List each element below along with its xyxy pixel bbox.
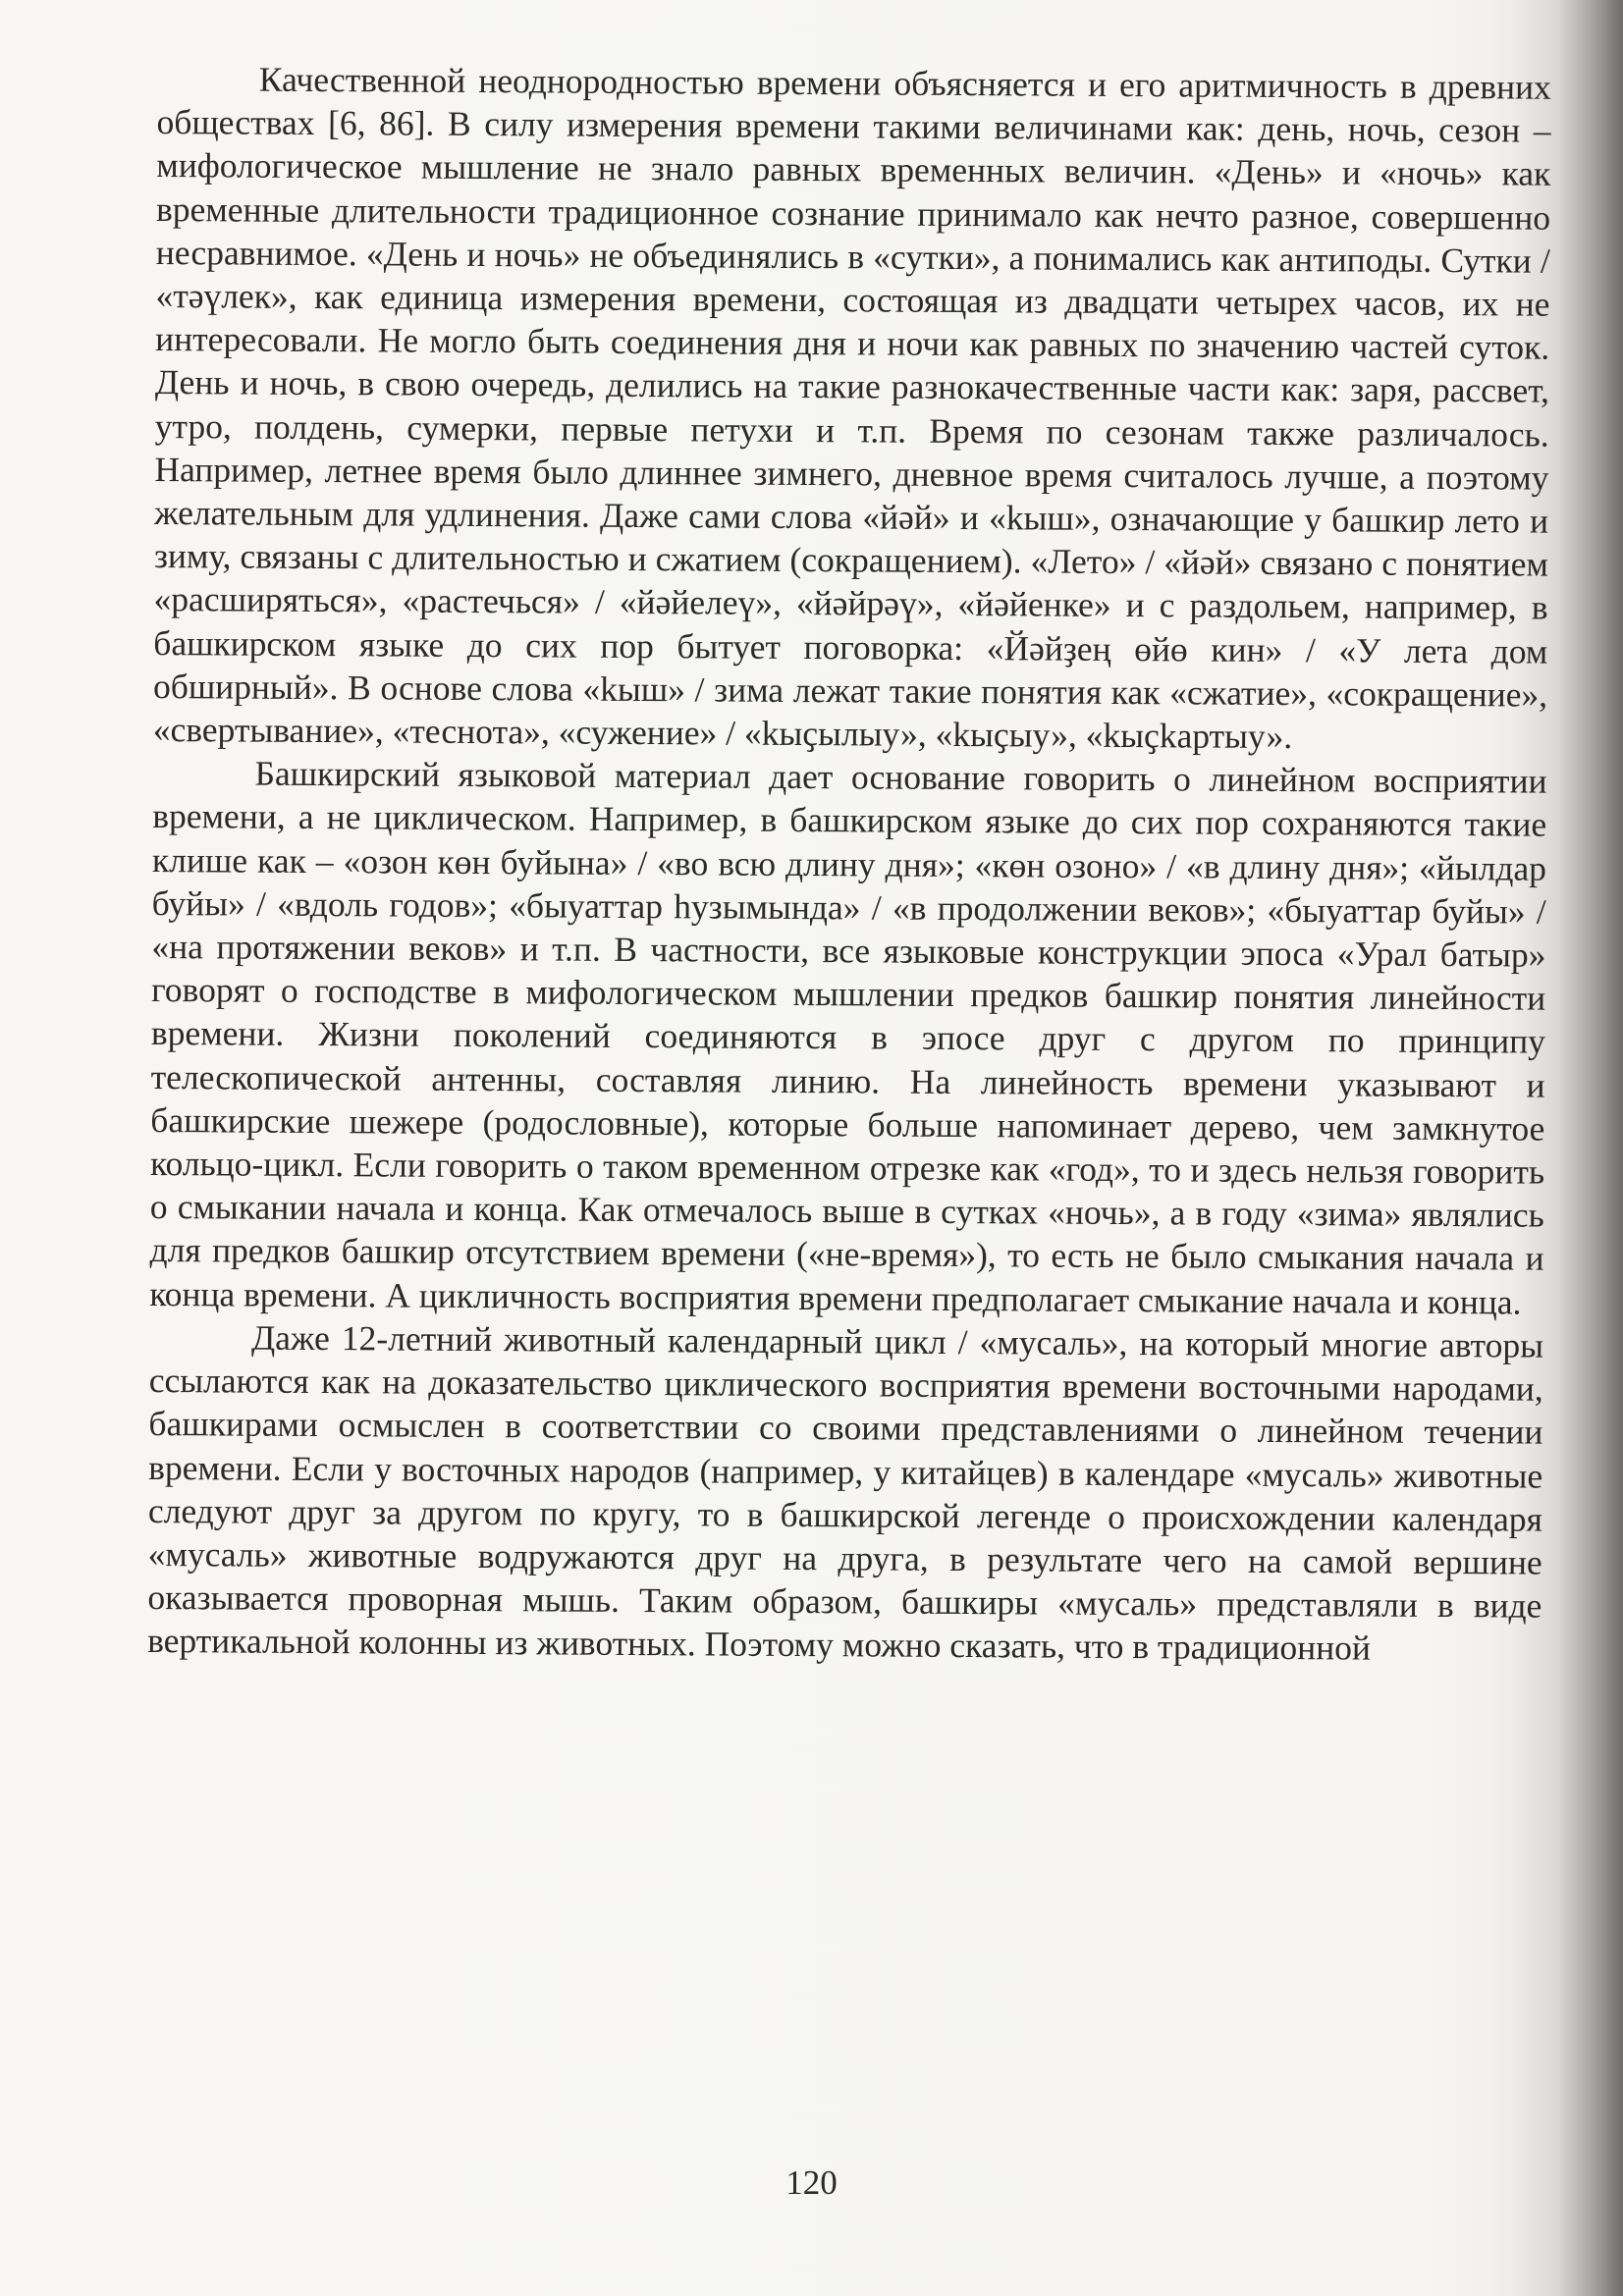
page-number: 120 xyxy=(785,2163,838,2202)
paragraph-1: Качественной неоднородностью времени объясняется и его аритмичность в древних обществах [6, 86]. В силу измерения времени такими величинами как: день, ночь, сезон – мифологическое мышление не знало равных временных величин. «День» и «ночь» как временные длительности традиционное сознание принимало как нечто разное, совершенно несравнимое. «День и ночь» не объединялись в «сутки», а понимались как антиподы. Сутки / «тәүлек», как единица измерения времени, состоящая из двадцати четырех часов, их не интересовали. Не могло быть соединения дня и ночи как равных по значению частей суток. День и ночь, в свою очередь, делились на такие разнокачественные части как: заря, рассвет, утро, полдень, сумерки, первые петухи и т.п. Время по сезонам также различалось. Например, летнее время было длиннее зимнего, дневное время считалось лучше, а поэтому желательным для удлинения. Даже сами слова «йәй» и «kыш», означающие у башкир лето и зиму, связаны с длительностью и сжатием (сокращением). «Лето» / «йәй» связано с понятием «расширяться», «растечься» / «йәйелеү», «йәйрәү», «йәйенке» и с раздольем, например, в башкирском языке до сих пор бытует поговорка: «Йәйҙең өйө кин» / «У лета дом обширный». В основе слова «kыш» / зима лежат такие понятия как «сжатие», «сокращение», «свертывание», «теснота», «сужение» / «kыҫылыу», «kыҫыу», «kыҫkартыу». xyxy=(152,59,1551,757)
paragraph-2: Башкирский языковой материал дает основание говорить о линейном восприятии времени, а не циклическом. Например, в башкирском языке до сих пор сохраняются такие клише как – «озон көн буйына» / «во всю длину дня»; «көн озоно» / «в длину дня»; «йылдар буйы» / «вдоль годов»; «быуаттар һузымында» / «в продолжении веков»; «быуаттар буйы» / «на протяжении веков» и т.п. В частности, все языковые конструкции эпоса «Урал батыр» говорят о господстве в мифологическом мышлении предков башкир понятия линейности времени. Жизни поколений соединяются в эпосе друг с другом по принципу телескопической антенны, составляя линию. На линейность времени указывают и башкирские шежере (родословные), которые больше напоминает дерево, чем замкнутое кольцо-цикл. Если говорить о таком временном отрезке как «год», то и здесь нельзя говорить о смыкании начала и конца. Как отмечалось выше в сутках «ночь», а в году «зима» являлись для предков башкир отсутствием времени («не-время»), то есть не было смыкания начала и конца времени. А цикличность восприятия времени предполагает смыкание начала и конца. xyxy=(149,753,1547,1322)
paragraph-3: Даже 12-летний животный календарный цикл / «мусаль», на который многие авторы ссылаются как на доказательство циклического восприятия времени восточными народами, башкирами осмыслен в соответствии со своими представлениями о линейном течении времени. Если у восточных народов (например, у китайцев) в календаре «мусаль» животные следуют друг за другом по кругу, то в башкирской легенде о происхождении календаря «мусаль» животные водружаются друг на друга, в результате чего на самой вершине оказывается проворная мышь. Таким образом, башкиры «мусаль» представляли в виде вертикальной колонны из животных. Поэтому можно сказать, что в традиционной xyxy=(147,1317,1544,1668)
body-text xyxy=(144,57,1551,2147)
